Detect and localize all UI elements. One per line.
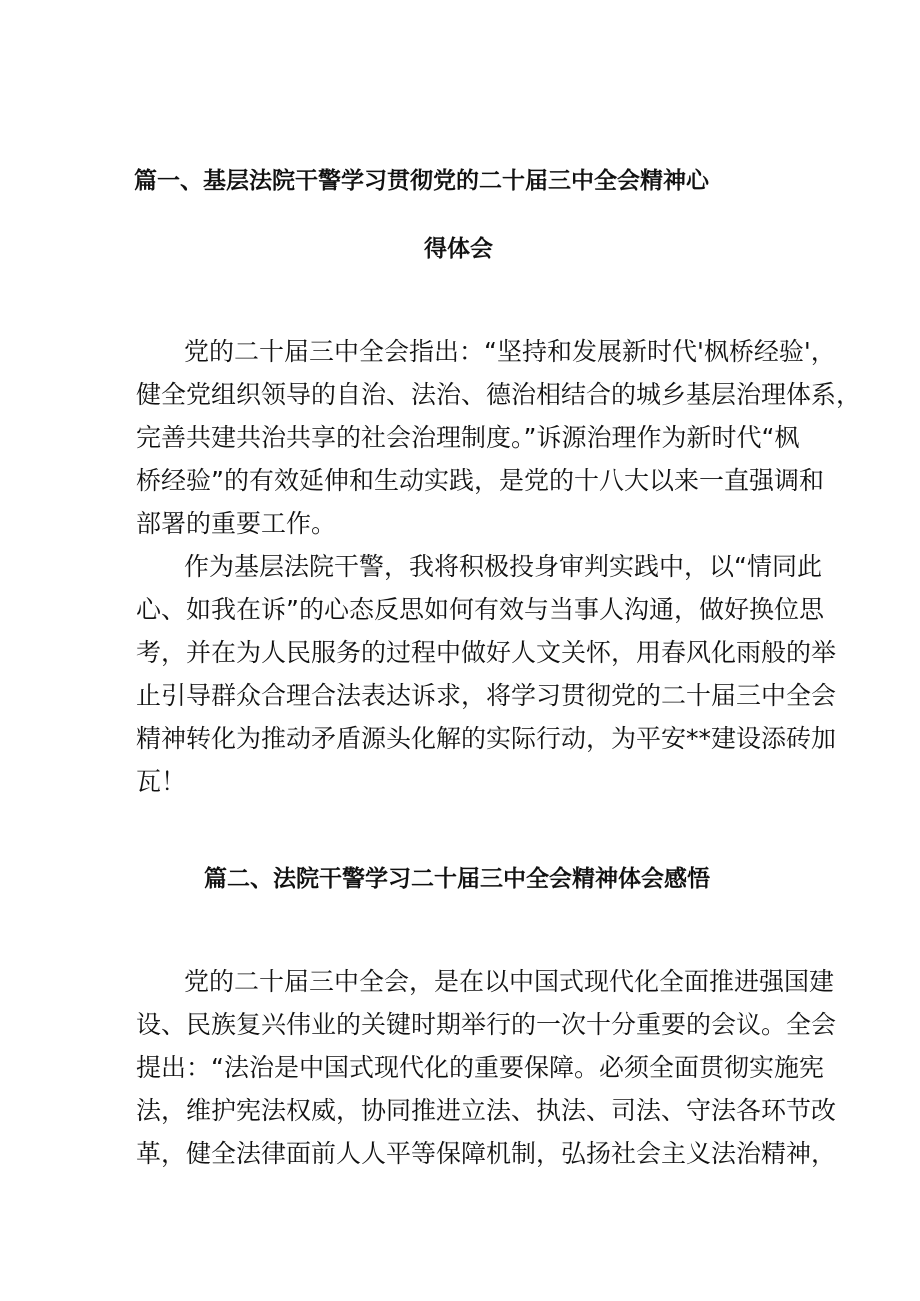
- section1-p2-line: 精神转化为推动矛盾源头化解的实际行动，为平安**建设添砖加: [136, 724, 837, 753]
- section1-p1-line: 桥经验”的有效延伸和生动实践，是党的十八大以来一直强调和: [136, 466, 824, 495]
- section1-p1-line: 党的二十届三中全会指出：“坚持和发展新时代'枫桥经验'，: [184, 337, 836, 366]
- section1-p2-line: 止引导群众合理合法表达诉求，将学习贯彻党的二十届三中全会: [136, 681, 837, 710]
- section1-p2-line: 考，并在为人民服务的过程中做好人文关怀，用春风化雨般的举: [136, 638, 837, 667]
- section1-title-line1: 篇一、基层法院干警学习贯彻党的二十届三中全会精神心: [134, 168, 709, 194]
- section2-title: 篇二、法院干警学习二十届三中全会精神体会感悟: [204, 866, 710, 892]
- section1-p2-line: 瓦！: [136, 767, 187, 796]
- section1-p2-line: 作为基层法院干警，我将积极投身审判实践中，以“情同此: [184, 552, 822, 581]
- section1-p1-line: 部署的重要工作。: [136, 509, 337, 538]
- section2-p1-line: 设、民族复兴伟业的关键时期举行的一次十分重要的会议。全会: [136, 1010, 837, 1039]
- section1-title-line2: 得体会: [424, 236, 493, 262]
- section1-p1-line: 完善共建共治共享的社会治理制度。”诉源治理作为新时代“枫: [136, 423, 800, 452]
- section2-p1-line: 党的二十届三中全会，是在以中国式现代化全面推进强国建: [184, 967, 835, 996]
- section1-p2-line: 心、如我在诉”的心态反思如何有效与当事人沟通，做好换位思: [136, 595, 824, 624]
- section1-p1-line: 健全党组织领导的自治、法治、德治相结合的城乡基层治理体系，: [136, 380, 862, 409]
- section2-p1-line: 革，健全法律面前人人平等保障机制，弘扬社会主义法治精神，: [136, 1139, 837, 1168]
- section2-p1-line: 提出：“法治是中国式现代化的重要保障。必须全面贯彻实施宪: [136, 1053, 824, 1082]
- section2-p1-line: 法，维护宪法权威，协同推进立法、执法、司法、守法各环节改: [136, 1096, 837, 1125]
